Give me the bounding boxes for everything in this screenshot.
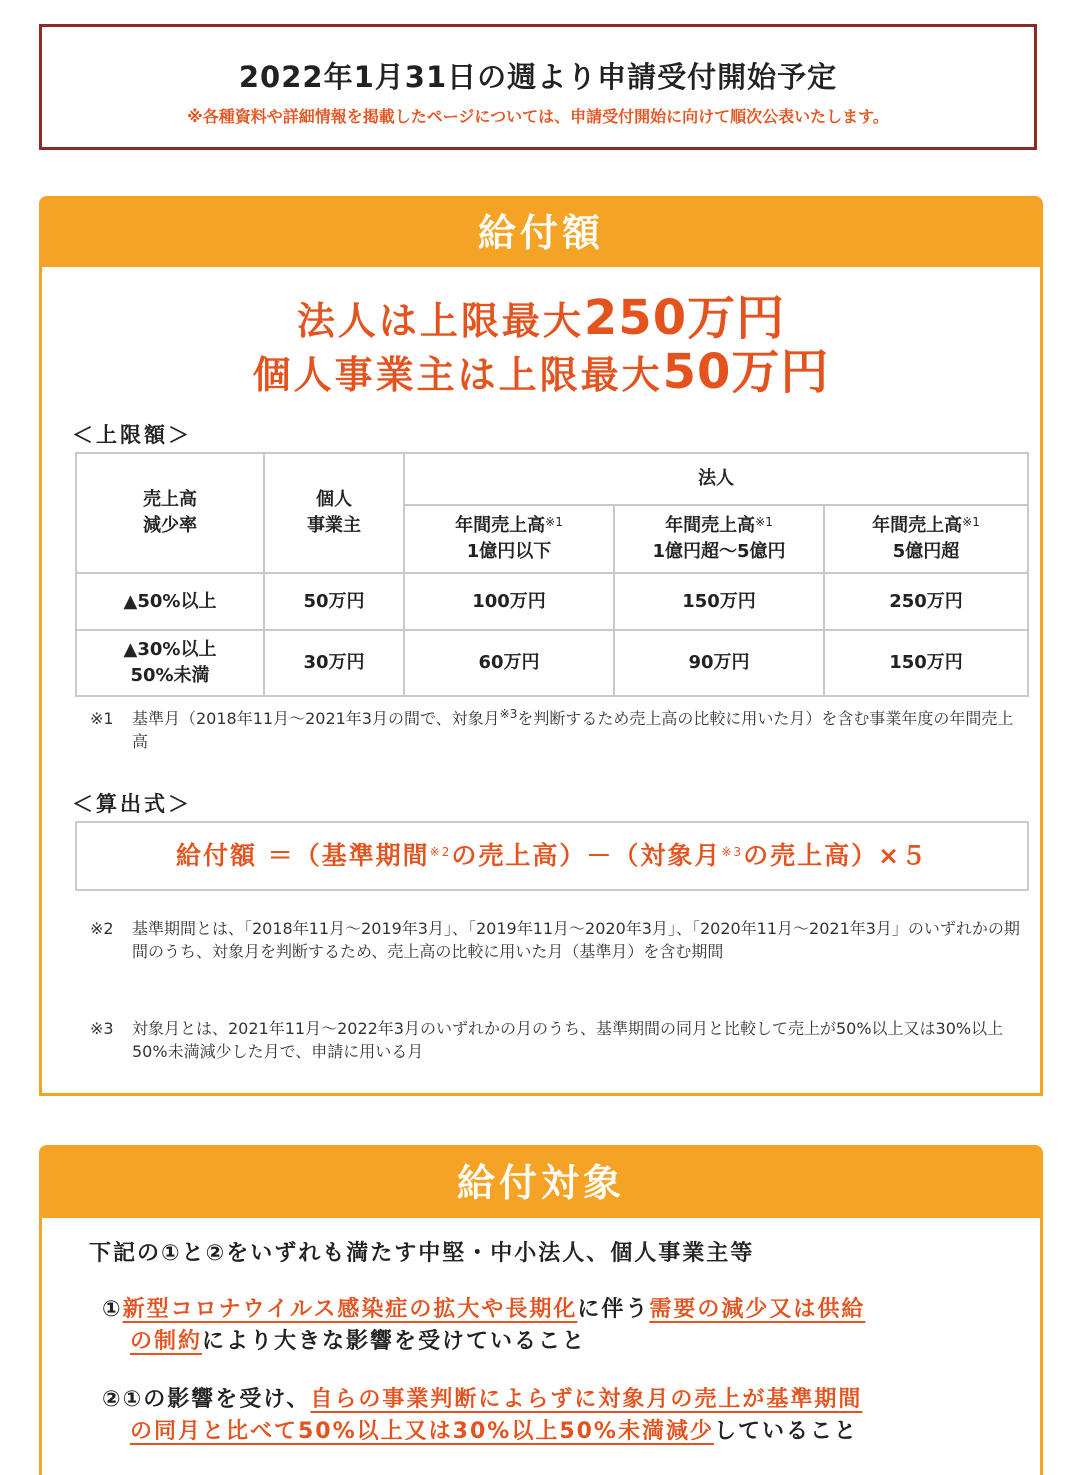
cell-individual: 30万円 [264, 630, 404, 696]
corporate-max-amount: 250万円 [583, 290, 786, 346]
footnote-2-mark: ※2 [90, 919, 114, 938]
cell-individual: 50万円 [264, 573, 404, 630]
cell-tier-2: 90万円 [614, 630, 824, 696]
footnote-3-text: 対象月とは、2021年11月〜2022年3月のいずれかの月のうち、基準期間の同月と比較して売上が50%以上又は30%以上50%未満減少した月で、申請に用いる月 [132, 1019, 1004, 1061]
cell-tier-1: 60万円 [404, 630, 614, 696]
announcement-subtitle: ※各種資料や詳細情報を掲載したページについては、申請受付開始に向けて順次公表いたします。 [187, 107, 889, 126]
condition-2-number: ② [102, 1387, 123, 1412]
cell-tier-3: 250万円 [824, 573, 1028, 630]
benefit-amount-header: 給付額 [42, 199, 1040, 267]
condition-1-number: ① [102, 1297, 123, 1322]
limit-section-label: ＜上限額＞ [72, 423, 192, 447]
eligibility-panel [39, 1145, 1043, 1475]
header-revenue-tier-1: 年間売上高$^{※1}$ 1億円以下 [404, 505, 614, 573]
footnote-2 [90, 917, 1020, 963]
header-revenue-tier-3: 年間売上高$^{※1}$ 5億円超 [824, 505, 1028, 573]
formula-section-label: ＜算出式＞ [72, 792, 192, 816]
header-corporate: 法人 [404, 453, 1028, 505]
benefit-formula: 給付額 ＝（基準期間$^{※2}$の売上高）－（対象月$^{※3}$の売上高）×５ [75, 821, 1029, 891]
table-row [76, 573, 1028, 630]
footnote-3 [90, 1017, 1020, 1063]
eligibility-lead: 下記の①と②をいずれも満たす中堅・中小法人、個人事業主等 [89, 1241, 755, 1266]
corporate-max-text: 法人は上限最大 [296, 299, 584, 343]
individual-max-headline [42, 333, 1040, 402]
footnote-1-mark: ※1 [90, 709, 114, 728]
header-individual: 個人 事業主 [264, 453, 404, 573]
cell-tier-1: 100万円 [404, 573, 614, 630]
footnote-2-text: 基準期間とは、「2018年11月〜2019年3月」、「2019年11月〜2020年3月」、「2020年11月〜2021年3月」のいずれかの期間のうち、対象月を判断するため、売上高の比較に用いた月（基準月）を含む期間 [132, 919, 1020, 961]
condition-2: ②①の影響を受け、自らの事業判断によらずに対象月の売上が基準期間 の同月と比べて50%以上又は30%以上50%未満減少していること [102, 1387, 863, 1444]
cell-tier-3: 150万円 [824, 630, 1028, 696]
cell-tier-2: 150万円 [614, 573, 824, 630]
header-decline-rate: 売上高 減少率 [76, 453, 264, 573]
footnote-1-text: 基準月（2018年11月〜2021年3月の間で、対象月$^{※3}$を判断するため売上高の比較に用いた月）を含む事業年度の年間売上高 [132, 707, 1014, 751]
header-revenue-tier-2: 年間売上高$^{※1}$ 1億円超〜5億円 [614, 505, 824, 573]
condition-1: ①新型コロナウイルス感染症の拡大や長期化に伴う需要の減少又は供給 の制約により大きな影響を受けていること [102, 1297, 866, 1354]
individual-max-amount: 50万円 [662, 344, 830, 400]
announcement-title: 2022年1月31日の週より申請受付開始予定 [238, 60, 838, 94]
announcement-box [39, 24, 1037, 150]
row-label: ▲30%以上 50%未満 [76, 630, 264, 696]
individual-max-text: 個人事業主は上限最大 [252, 353, 663, 397]
table-row [76, 630, 1028, 696]
eligibility-header: 給付対象 [42, 1148, 1040, 1218]
limit-table [75, 452, 1029, 697]
footnote-1 [90, 707, 1020, 753]
benefit-amount-panel [39, 196, 1043, 1096]
row-label: ▲50%以上 [76, 573, 264, 630]
footnote-3-mark: ※3 [90, 1019, 114, 1038]
